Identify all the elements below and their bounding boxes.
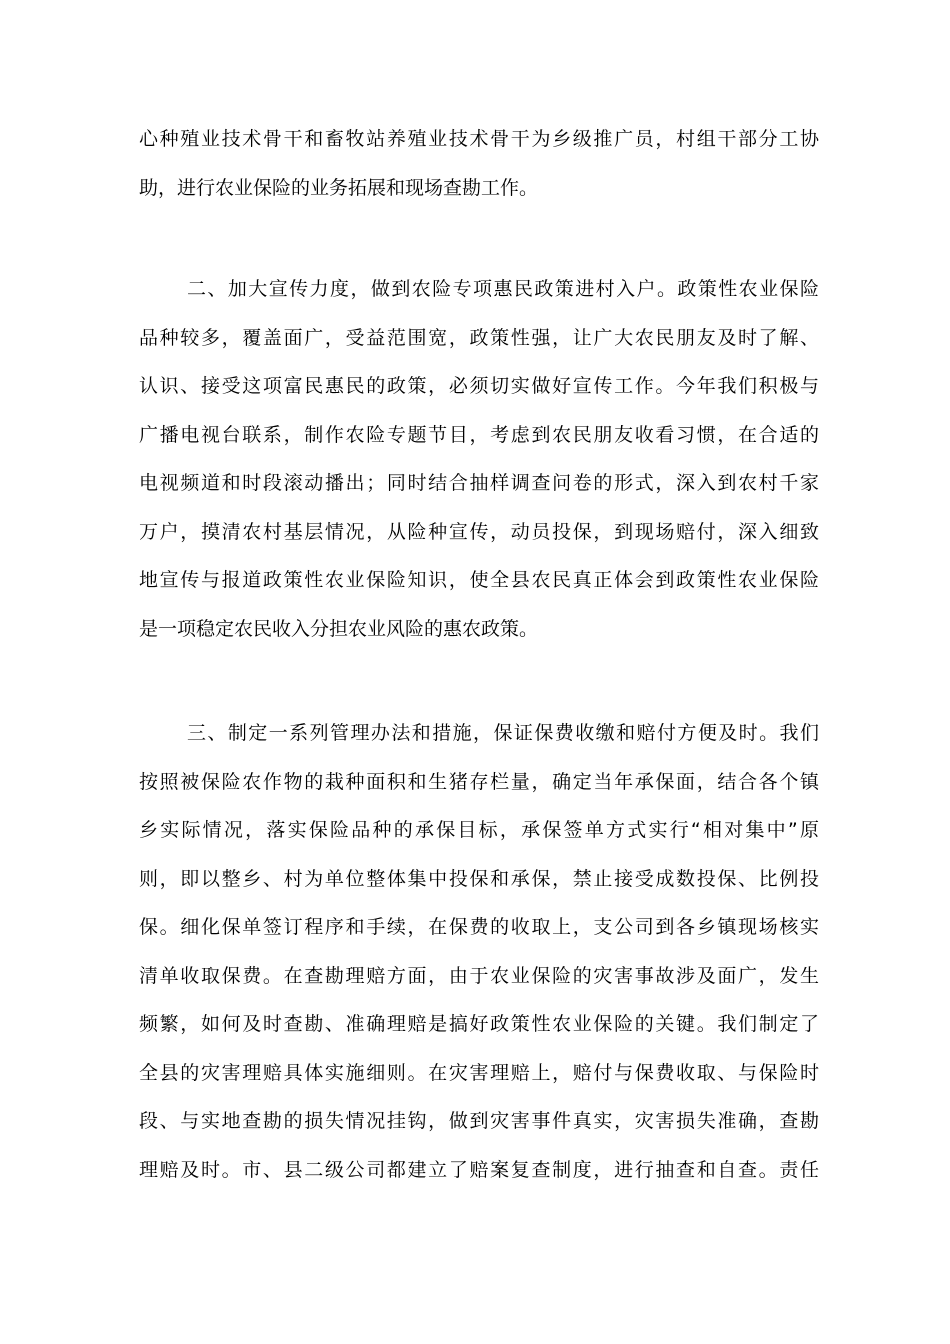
text-line: 电视频道和时段滚动播出；同时结合抽样调查问卷的形式，深入到农村千家 — [139, 472, 819, 494]
text-line: 心种殖业技术骨干和畜牧站养殖业技术骨干为乡级推广员，村组干部分工协 — [139, 128, 819, 150]
paragraph-3 — [139, 709, 819, 1194]
text-line: 地宣传与报道政策性农业保险知识，使全县农民真正体会到政策性农业保险 — [139, 569, 819, 591]
text-line: 三、制定一系列管理办法和措施，保证保费收缴和赔付方便及时。我们 — [187, 722, 819, 744]
text-line: 乡实际情况，落实保险品种的承保目标，承保签单方式实行“相对集中”原 — [139, 819, 819, 841]
text-line: 保。细化保单签订程序和手续，在保费的收取上，支公司到各乡镇现场核实 — [139, 916, 819, 938]
text-line: 频繁，如何及时查勘、准确理赔是搞好政策性农业保险的关键。我们制定了 — [139, 1013, 819, 1035]
text-line: 二、加大宣传力度，做到农险专项惠民政策进村入户。政策性农业保险 — [187, 278, 819, 300]
text-line: 万户，摸清农村基层情况，从险种宣传，动员投保，到现场赔付，深入细致 — [139, 520, 819, 543]
text-line: 理赔及时。市、县二级公司都建立了赔案复查制度，进行抽查和自查。责任 — [139, 1158, 819, 1181]
text-line: 认识、接受这项富民惠民的政策，必须切实做好宣传工作。今年我们积极与 — [139, 375, 819, 397]
text-line: 全县的灾害理赔具体实施细则。在灾害理赔上，赔付与保费收取、与保险时 — [139, 1061, 819, 1084]
text-line: 广播电视台联系，制作农险专题节目，考虑到农民朋友收看习惯，在合适的 — [139, 423, 819, 446]
text-line: 是一项稳定农民收入分担农业风险的惠农政策。 — [139, 617, 539, 640]
text-line: 品种较多，覆盖面广，受益范围宽，政策性强，让广大农民朋友及时了解、 — [139, 326, 819, 349]
text-line: 段、与实地查勘的损失情况挂钩，做到灾害事件真实，灾害损失准确，查勘 — [139, 1110, 819, 1132]
paragraph-2 — [139, 265, 819, 653]
text-line: 清单收取保费。在查勘理赔方面，由于农业保险的灾害事故涉及面广，发生 — [139, 964, 819, 987]
text-line: 助，进行农业保险的业务拓展和现场查勘工作。 — [139, 176, 539, 199]
text-line: 按照被保险农作物的栽种面积和生猪存栏量，确定当年承保面，结合各个镇 — [139, 770, 819, 793]
text-line: 则，即以整乡、村为单位整体集中投保和承保，禁止接受成数投保、比例投 — [139, 867, 819, 890]
paragraph-1 — [139, 115, 819, 212]
